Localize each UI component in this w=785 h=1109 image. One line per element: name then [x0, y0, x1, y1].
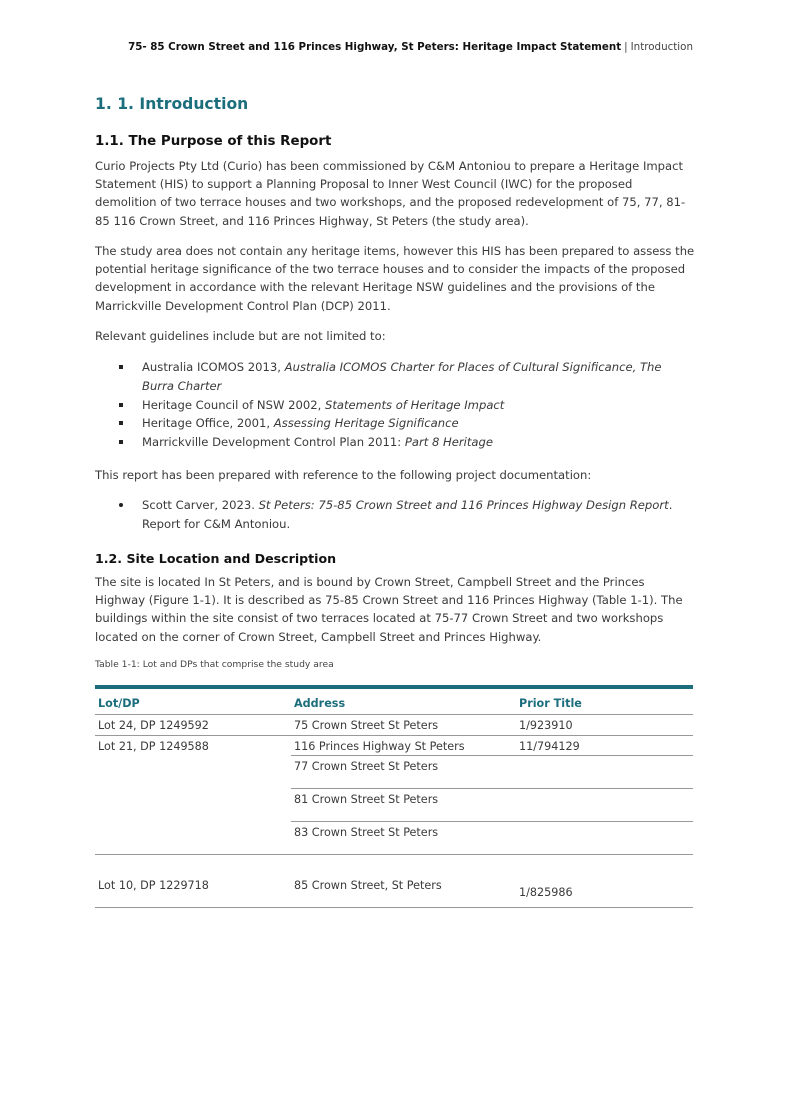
purpose-paragraph-1: Curio Projects Pty Ltd (Curio) has been commissioned by C&M Antoniou to prepare a Heritage Impact Statement (HIS) to support a Planning Proposal to Inner West Council (IWC) for the proposed demolition of two terrace houses and two workshops, and the proposed redevelopment of 75, 77, 81-85 116 Crown Street, and 116 Princes Highway, St Peters (the study area).: [95, 159, 686, 228]
address-cell: 75 Crown Street St Peters: [294, 719, 439, 732]
running-header-title: 75- 85 Crown Street and 116 Princes Highway, St Peters: Heritage Impact Statement: [128, 41, 622, 53]
running-header-section: Introduction: [630, 41, 693, 53]
address-cell: 83 Crown Street St Peters: [294, 826, 439, 839]
address-cell: 81 Crown Street St Peters: [294, 793, 439, 806]
guideline-title: Assessing Heritage Significance: [273, 416, 459, 431]
title-cell: 1/825986: [519, 886, 573, 899]
documentation-intro: This report has been prepared with reference to the following project documentation:: [95, 468, 592, 482]
section-heading-purpose: 1.1. The Purpose of this Report: [95, 134, 332, 149]
running-header-separator: |: [624, 41, 628, 53]
table-header-row: [95, 689, 693, 715]
documentation-list: [95, 496, 695, 534]
guidelines-intro: Relevant guidelines include but are not limited to:: [95, 329, 386, 343]
round-bullet-icon: [119, 503, 123, 507]
list-item: [95, 414, 695, 433]
purpose-paragraph-2: The study area does not contain any heritage items, however this HIS has been prepared to assess the potential heritage significance of the two terrace houses and to consider the impacts of the proposed development in accordance with the relevant Heritage NSW guidelines and the provisions of the Marrickville Development Control Plan (DCP) 2011.: [95, 244, 695, 313]
title-cell: [516, 822, 693, 854]
guideline-author: Marrickville Development Control Plan 2011:: [142, 435, 405, 450]
list-item: [95, 358, 695, 396]
guideline-title: Part 8 Heritage: [404, 435, 494, 450]
table-row: [95, 715, 693, 736]
guideline-title: Statements of Heritage Impact: [324, 397, 505, 412]
table-subrow: [291, 822, 693, 855]
list-item: [95, 396, 695, 415]
table-subrow: [291, 736, 693, 756]
address-cell: 85 Crown Street, St Peters: [294, 879, 442, 892]
lot-cell: Lot 21, DP 1249588: [98, 740, 209, 753]
table-caption: Table 1-1: Lot and DPs that comprise the study area: [95, 659, 334, 670]
square-bullet-icon: [119, 440, 123, 444]
doc-author: Scott Carver, 2023.: [142, 498, 259, 512]
table-row: [95, 875, 693, 908]
table-row-group: [95, 736, 693, 875]
running-header: [128, 41, 693, 53]
title-cell: [516, 756, 693, 788]
chapter-title: 1. 1. Introduction: [95, 95, 249, 113]
guideline-author: Heritage Office, 2001,: [142, 416, 274, 431]
list-item: [95, 433, 695, 452]
address-cell: 77 Crown Street St Peters: [294, 760, 439, 773]
list-item: [95, 496, 695, 534]
title-cell: 11/794129: [519, 740, 580, 753]
doc-title: St Peters: 75-85 Crown Street and 116 Princes Highway Design Report: [258, 498, 669, 512]
guidelines-list: [95, 358, 695, 452]
guideline-title: Australia ICOMOS Charter for Places of Cultural Significance, The Burra Charter: [142, 360, 662, 393]
lot-cell: Lot 24, DP 1249592: [98, 719, 209, 732]
column-header-lot-dp: Lot/DP: [98, 697, 140, 710]
doc-suffix: . Report for C&M Antoniou.: [142, 498, 673, 531]
column-header-address: Address: [294, 697, 346, 710]
row-divider: [95, 854, 693, 855]
square-bullet-icon: [119, 421, 123, 425]
title-cell: 1/923910: [519, 719, 573, 732]
guideline-author: Heritage Council of NSW 2002,: [142, 397, 325, 412]
lot-cell: Lot 10, DP 1229718: [98, 879, 209, 892]
site-paragraph: The site is located In St Peters, and is bound by Crown Street, Campbell Street and the Princes Highway (Figure 1-1). It is described as 75-85 Crown Street and 116 Princes Highway (Table 1-1). The buildings within the site consist of two terraces located at 75-77 Crown Street and two workshops located on the corner of Crown Street, Campbell Street and Princes Highway.: [95, 575, 683, 644]
column-header-prior-title: Prior Title: [519, 697, 582, 710]
lot-dp-table: [95, 685, 693, 908]
section-heading-site: 1.2. Site Location and Description: [95, 551, 337, 566]
table-subrow: [291, 789, 693, 822]
square-bullet-icon: [119, 403, 123, 407]
square-bullet-icon: [119, 365, 123, 369]
table-subrow: [291, 756, 693, 789]
guideline-author: Australia ICOMOS 2013,: [142, 360, 285, 374]
address-cell: 116 Princes Highway St Peters: [294, 740, 465, 753]
title-cell: [516, 789, 693, 821]
